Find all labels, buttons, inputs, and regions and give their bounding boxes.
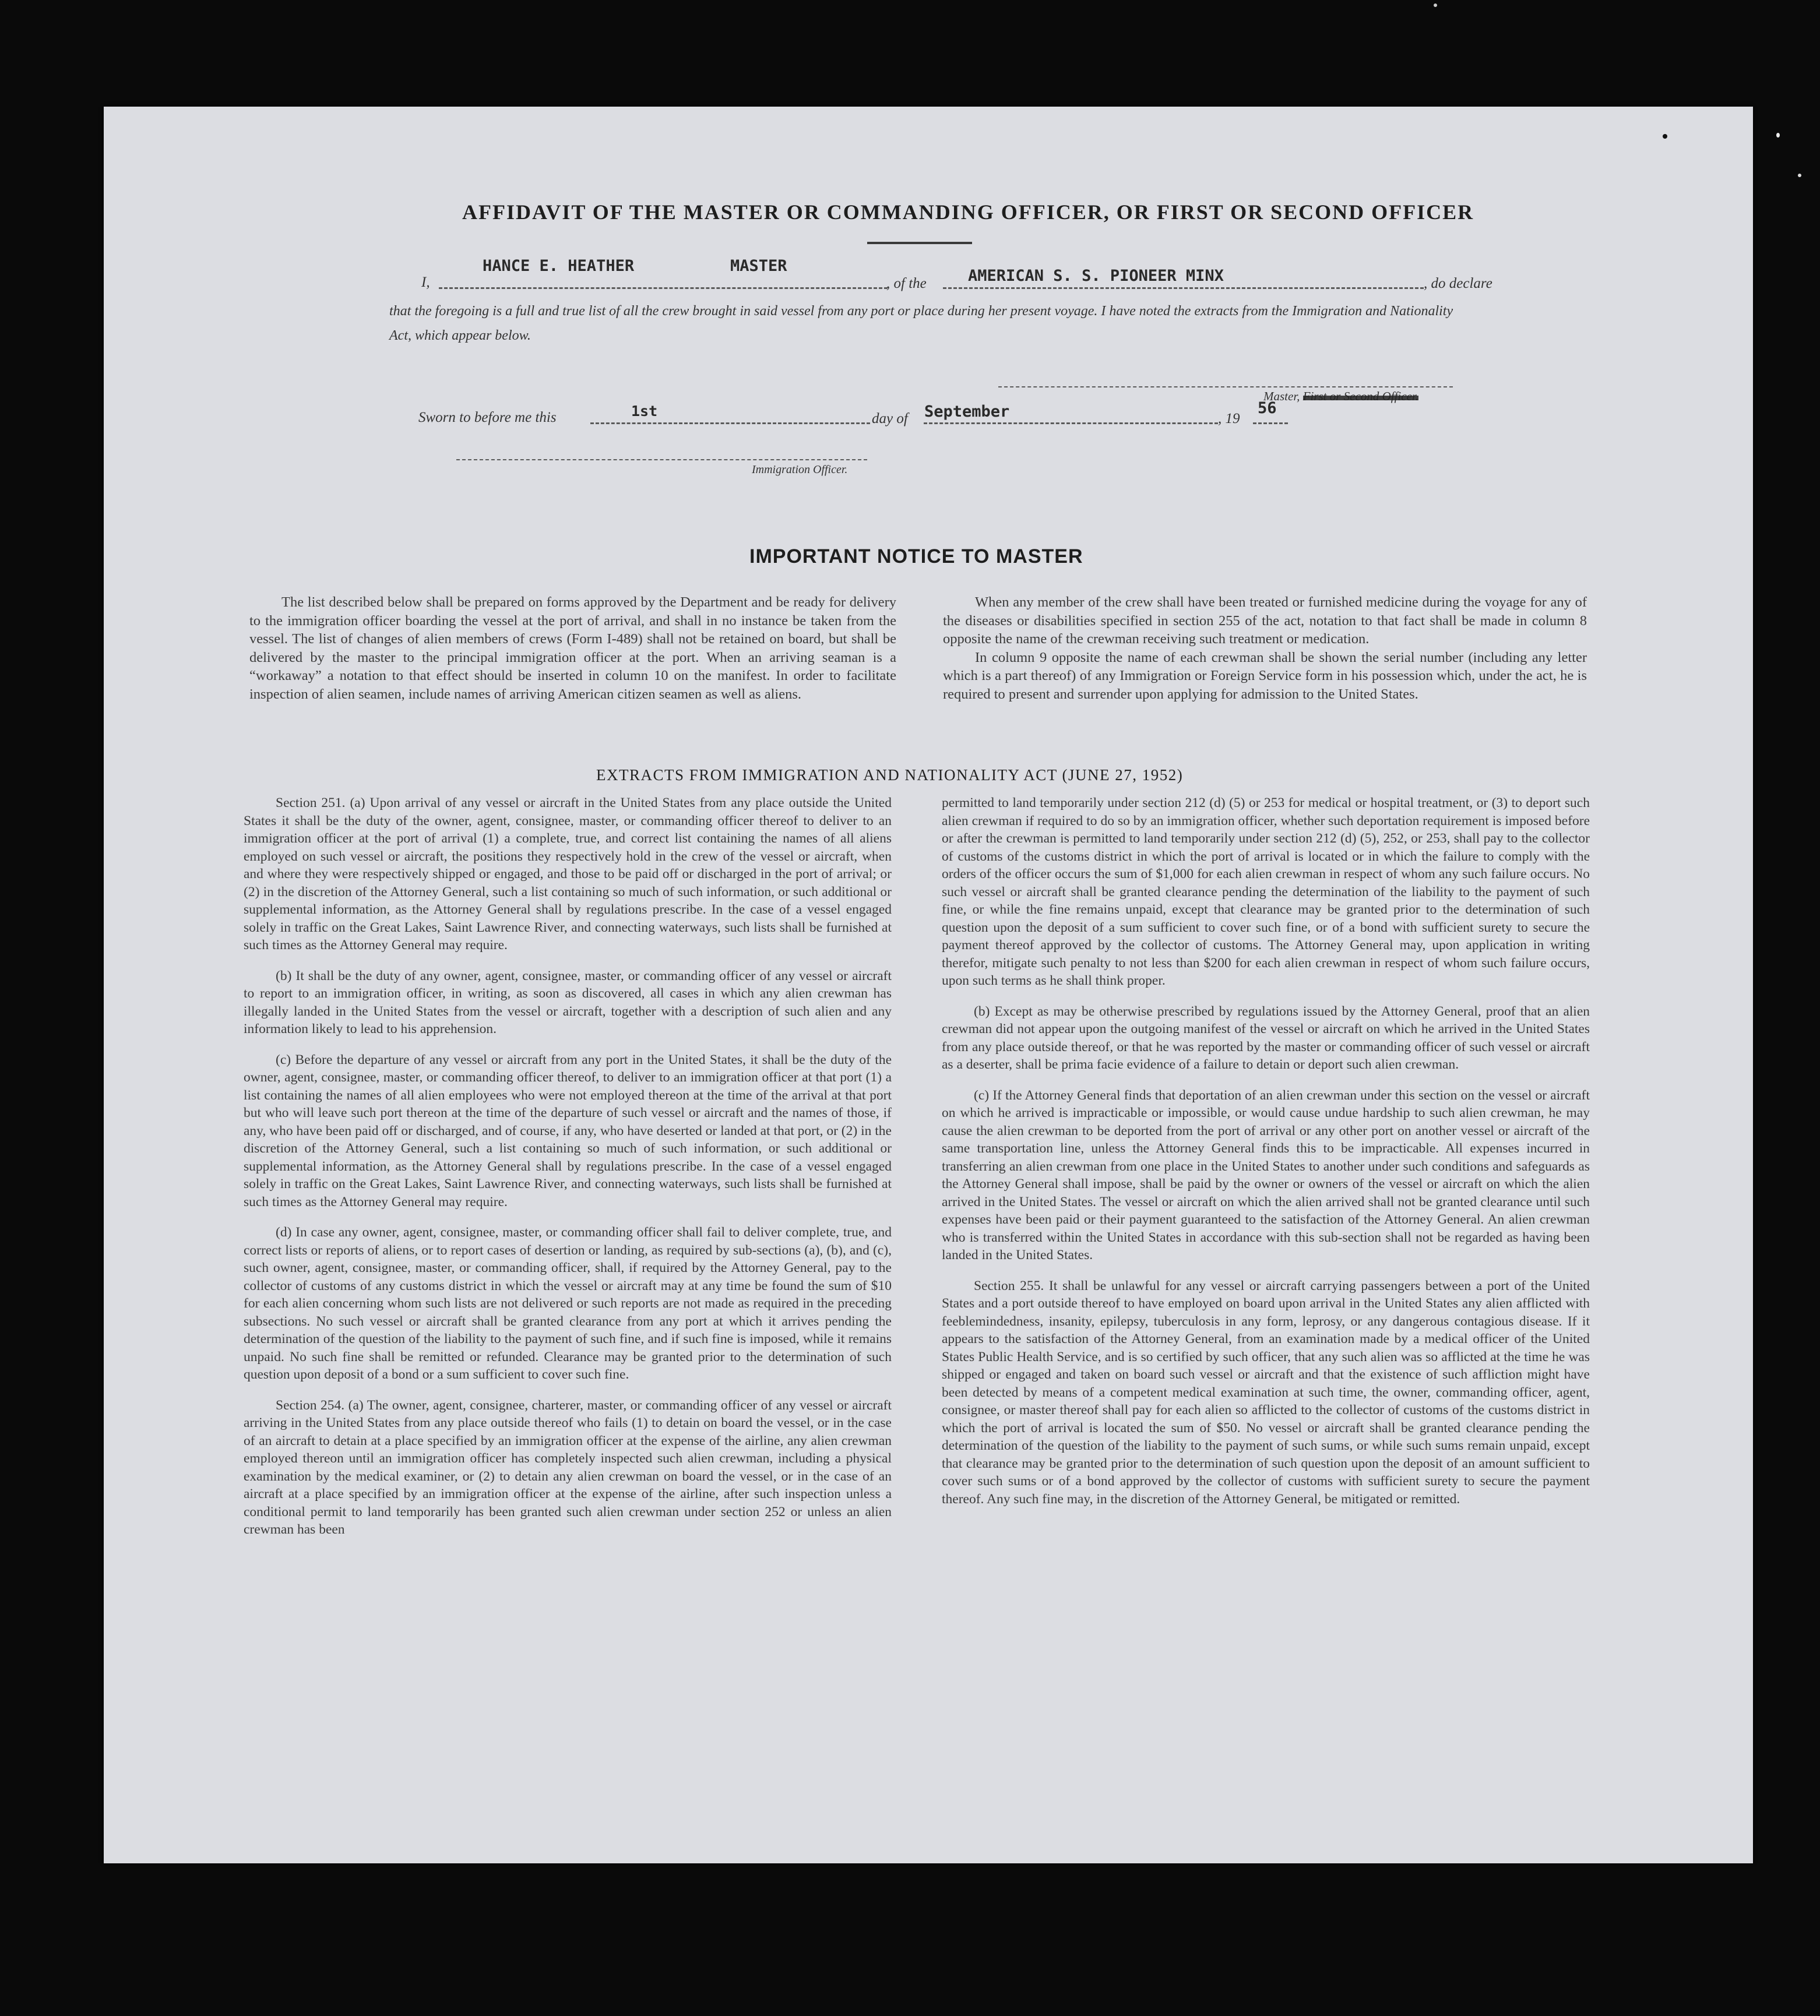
line1-suffix: , do declare: [1424, 276, 1492, 291]
extracts-left-column: [244, 794, 892, 1552]
sworn-day-of: day of: [872, 411, 908, 427]
notice-right-paragraph-1: When any member of the crew shall have been treated or furnished medicine during the voyage for any of the diseases or disabilities specified in section 255 of the act, notation to that fact shall be made in column 8 opposite the name of the crewman receiving such treatment or medication.: [943, 594, 1587, 647]
extracts-right-column: [942, 794, 1590, 1521]
section-254-a: Section 254. (a) The owner, agent, consignee, charterer, master, or commanding officer of any vessel or aircraft arriving in the United States from any place outside thereof who fails (1) to detain on board the vessel, or in the case of an aircraft to detain at a place specified by an immigration officer at the expense of the airline, any alien crewman employed thereon until an immigration officer has completely inspected such alien crewman, including a physical examination by the medical examiner, or (2) to detain any alien crewman on board the vessel, or in the case of an aircraft at a place specified by an immigration officer at the expense of the airline, after such inspection unless a conditional permit to land temporarily has been granted such alien crewman under section 252 or unless an alien crewman has been: [244, 1397, 892, 1537]
document-page: [104, 107, 1753, 1863]
notice-left-paragraph: The list described below shall be prepared on forms approved by the Department and be ready for delivery to the immigration officer boarding the vessel at the port of arrival, and shall in no instance be taken from the vessel. The list of changes of alien members of crews (Form I-489) shall not be retained on board, but shall be delivered by the master to the principal immigration officer at the port. When an arriving seaman is a “workaway” a notation to that effect should be inserted in column 10 on the manifest. In order to facilitate inspection of alien seamen, include names of arriving American citizen seamen as well as aliens.: [249, 594, 896, 702]
sworn-month: September: [924, 403, 1010, 421]
signature-caption-struck: First or Second Officer.: [1302, 389, 1418, 403]
notice-right: [943, 593, 1587, 703]
declaration-text: that the foregoing is a full and true list of all the crew brought in said vessel from any port or place during her present voyage. I have noted the extracts from the Immigration and Nationality Act, which appear below.: [389, 304, 1453, 343]
sworn-day-line: [590, 422, 870, 424]
officer-caption: Immigration Officer.: [752, 463, 848, 476]
signature-caption-master: Master,: [1263, 389, 1300, 403]
master-name-line: [439, 287, 888, 289]
signature-caption: [1263, 389, 1418, 404]
vessel-name-line: [943, 287, 1424, 289]
section-254-c: (c) If the Attorney General finds that deportation of an alien crewman under this section on the vessel or aircraft on which he arrived is impracticable or impossible, or would cause undue hardship to such alien crewman, he may cause the alien crewman to be deported from the port of arrival or any other port on another vessel or aircraft of the same transportation line, unless the Attorney General finds this to be impracticable. All expenses incurred in transferring an alien crewman from one place in the United States to another under such conditions and safeguards as the Attorney General shall impose, shall be paid by the owner or owners of the vessel or aircraft on which the alien arrived in the United States. The vessel or aircraft on which the alien arrived shall not be granted clearance until such expenses have been paid or their payment guaranteed to the satisfaction of the Attorney General. An alien crewman who is transferred within the United States in accordance with this sub-section shall not be regarded as having been landed in the United States.: [942, 1087, 1590, 1263]
title-rule: [867, 242, 972, 244]
affidavit-title: AFFIDAVIT OF THE MASTER OR COMMANDING OFFICER, OR FIRST OR SECOND OFFICER: [462, 200, 1474, 224]
officer-signature-line: [456, 459, 867, 460]
sworn-year-line: [1253, 422, 1288, 424]
section-255: Section 255. It shall be unlawful for any vessel or aircraft carrying passengers between a port of the United States and a port outside thereof to have employed on board upon arrival in the United States any alien afflicted with feeblemindedness, insanity, epilepsy, tuberculosis in any form, leprosy, or any dangerous contagious disease. If it appears to the satisfaction of the Attorney General, from an examination made by a medical officer of the United States Public Health Service, and is so certified by such officer, that any such alien was so afflicted at the time he was shipped or engaged and taken on board such vessel or aircraft and that the existence of such affliction might have been detected by means of a competent medical examination at such time, the owner, commanding officer, agent, consignee, or master thereof shall pay for each alien so afflicted to the collector of customs of the customs district in which the port of arrival is located the sum of $50. No vessel or aircraft shall be granted clearance pending the determination of the question of the liability to the payment of such sums, or while such sums remain unpaid, except that clearance may be granted prior to the determination of such question upon the deposit of an amount sufficient to cover such sums or of a bond approved by the collector of customs with sufficient surety to secure the payment thereof. Any such fine may, in the discretion of the Attorney General, be mitigated or remitted.: [942, 1278, 1590, 1507]
vessel-name: AMERICAN S. S. PIONEER MINX: [968, 267, 1224, 285]
section-251-a: Section 251. (a) Upon arrival of any vessel or aircraft in the United States from any place outside the United States it shall be the duty of the owner, agent, consignee, master, or commanding officer thereof to deliver to an immigration officer at the port of arrival (1) a complete, true, and correct list containing the names of all aliens employed on such vessel or aircraft, the positions they respectively hold in the crew of the vessel or aircraft, when and where they were respectively shipped or engaged, and those to be paid off or discharged in the port of arrival; or (2) in the discretion of the Attorney General, such a list containing so much of such information, or such additional or supplemental information, as the Attorney General shall by regulations prescribe. In the case of a vessel engaged solely in traffic on the Great Lakes, Saint Lawrence River, and connecting waterways, such lists shall be furnished at such times as the Attorney General may require.: [244, 795, 892, 953]
notice-left: [249, 593, 896, 703]
master-name: HANCE E. HEATHER: [483, 257, 635, 275]
signature-line: [998, 386, 1453, 387]
section-254-b: (b) Except as may be otherwise prescribed by regulations issued by the Attorney General, proof that an alien crewman did not appear upon the outgoing manifest of the vessel or aircraft on which he arrived in the United States from any place outside thereof, or that he was reported by the master or commanding officer of such vessel or aircraft as a deserter, shall be prima facie evidence of a failure to detain or deport such alien crewman.: [942, 1003, 1590, 1072]
section-251-b: (b) It shall be the duty of any owner, agent, consignee, master, or commanding officer of any vessel or aircraft to report to an immigration officer, in writing, as soon as discovered, all cases in which any alien crewman has illegally landed in the United States from the vessel or aircraft, together with a description of such alien and any information likely to lead to his apprehension.: [244, 968, 892, 1037]
section-254-a-continued: permitted to land temporarily under section 212 (d) (5) or 253 for medical or hospital treatment, or (3) to deport such alien crewman if required to do so by an immigration officer, whether such deportation requirement is imposed before or after the crewman is permitted to land temporarily under section 212 (d) (5), 252, or 253, shall pay to the collector of customs of the customs district in which the port of arrival is located or in which the failure to comply with the orders of the officer occurs the sum of $1,000 for each alien crewman in respect of whom any such failure occurs. No such vessel or aircraft shall be granted clearance pending the determination of the liability to the payment of such fine, or while the fine remains unpaid, except that clearance may be granted prior to the determination of such question upon the deposit of a sum sufficient to cover such fine, or of a bond with sufficient surety to secure the payment thereof approved by the collector of customs. The Attorney General may, upon application in writing therefor, mitigate such penalty to not less than $200 for each alien crewman in respect of whom such failure occurs, upon such terms as he shall think proper.: [942, 795, 1590, 988]
dust-speck: [1663, 134, 1667, 139]
line1-of-the: , of the: [886, 276, 927, 291]
notice-title: IMPORTANT NOTICE TO MASTER: [749, 545, 1083, 568]
dust-speck: [1776, 133, 1780, 138]
sworn-prefix: Sworn to before me this: [418, 410, 557, 425]
line1-prefix: I,: [421, 274, 430, 290]
extracts-title: EXTRACTS FROM IMMIGRATION AND NATIONALITY ACT (JUNE 27, 1952): [596, 766, 1184, 784]
notice-right-paragraph-2: In column 9 opposite the name of each crewman shall be shown the serial number (including any letter which is a part thereof) of any Immigration or Foreign Service form in his possession which, under the act, he is required to present and surrender upon applying for admission to the United States.: [943, 649, 1587, 702]
dust-speck: [1434, 3, 1437, 7]
sworn-year: 56: [1258, 399, 1277, 417]
sworn-year-prefix: , 19: [1218, 411, 1240, 427]
section-251-d: (d) In case any owner, agent, consignee, master, or commanding officer shall fail to deliver complete, true, and correct lists or reports of aliens, or to report cases of desertion or landing, as required by sub-sections (a), (b), and (c), such owner, agent, consignee, master, or commanding officer, shall, if required by the Attorney General, pay to the collector of customs of any customs district in which the vessel or aircraft may at any time be found the sum of $10 for each alien concerning whom such lists are not delivered or such reports are not made as required in the preceding subsections. No such vessel or aircraft shall be granted clearance from any port at which it arrives pending the determination of the question of the liability to the payment of such fine, and if such fine is imposed, while it remains unpaid. No such fine shall be remitted or refunded. Clearance may be granted prior to the determination of such question upon deposit of a bond or a sum sufficient to cover such fine.: [244, 1225, 892, 1382]
master-rank: MASTER: [730, 257, 787, 275]
sworn-day: 1st: [631, 403, 658, 420]
dust-speck: [1798, 174, 1801, 177]
sworn-month-line: [924, 422, 1218, 424]
section-251-c: (c) Before the departure of any vessel or aircraft from any port in the United States, it shall be the duty of the owner, agent, consignee, master, or commanding officer thereof, to deliver to an immigration officer at that port (1) a list containing the names of all alien employees who were not employed thereon at the time of the arrival at that port but who will leave such port thereon at the time of the departure of such vessel or aircraft and the names of those, if any, who have been paid off or discharged, and of course, if any, who have deserted or landed at that port, or (2) in the discretion of the Attorney General, such a list containing so much of such information, or such additional or supplemental information, as the Attorney General shall by regulations prescribe. In the case of a vessel engaged solely in traffic on the Great Lakes, Saint Lawrence River, and connecting waterways, such lists shall be furnished at such times as the Attorney General may require.: [244, 1052, 892, 1210]
